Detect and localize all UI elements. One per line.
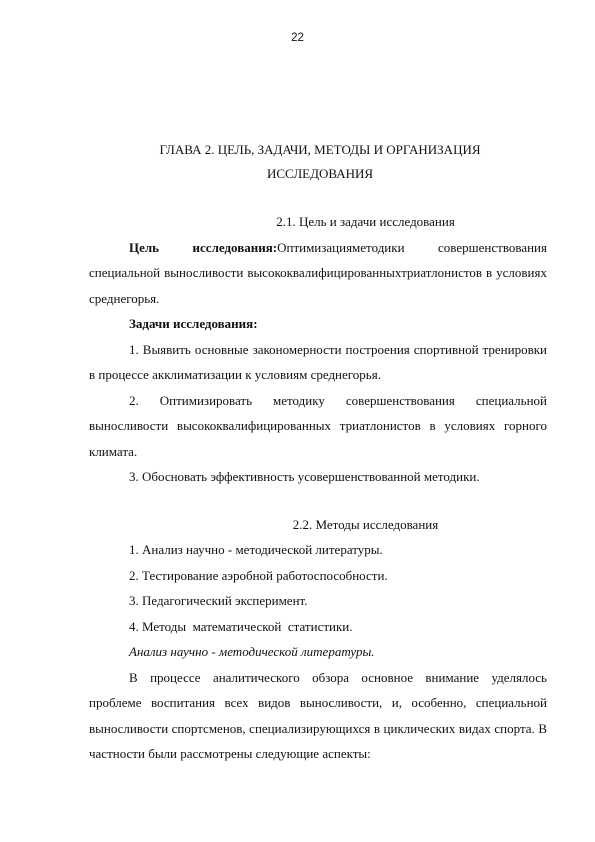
task-item-1: 1. Выявить основные закономерности построения спортивной тренировки в процессе акклиматизации к условиям среднегорья.: [89, 341, 547, 382]
method-item-2: 2. Тестирование аэробной работоспособности.: [129, 567, 388, 583]
spacer: [89, 490, 547, 512]
section-1-title: 2.1. Цель и задачи исследования: [276, 214, 455, 229]
chapter-title-line1: ГЛАВА 2. ЦЕЛЬ, ЗАДАЧИ, МЕТОДЫ И ОРГАНИЗАЦИЯ: [159, 142, 481, 157]
method-item-3: 3. Педагогический эксперимент.: [129, 593, 308, 608]
task-item-2: 2. Оптимизировать методику совершенствования специальной выносливости высококвалифицированных триатлонистов в условиях горного климата.: [89, 392, 547, 459]
document-body: [89, 209, 547, 767]
goal-label: Цель исследования:: [129, 239, 278, 255]
task-item-3: 3. Обосновать эффективность усовершенствованной методики.: [129, 469, 480, 484]
chapter-title: [80, 138, 560, 186]
tasks-label: Задачи исследования:: [129, 316, 258, 331]
chapter-title-line2: ИССЛЕДОВАНИЯ: [266, 166, 374, 181]
review-paragraph: В процессе аналитического обзора основное внимание уделялось проблеме воспитания всех видов выносливости, и, особенно, специальной выносливости спортсменов, специализирующихся в циклических видах спорта. В частности были рассмотрены следующие аспекты:: [89, 669, 547, 761]
goal-paragraph: [89, 235, 547, 312]
goal-text: Оптимизацияметодики совершенствования специальной выносливости высококвалифицированныхтриатлонистов в условиях среднегорья.: [89, 239, 547, 306]
literature-subheading-text: Анализ научно - методической литературы.: [129, 644, 375, 659]
literature-subheading: [89, 639, 547, 665]
page-number: 22: [291, 32, 304, 44]
section-2-title: 2.2. Методы исследования: [292, 516, 439, 532]
tasks-label-line: [89, 311, 547, 337]
method-item-1: 1. Анализ научно - методической литературы.: [129, 542, 383, 557]
method-item-4: 4. Методы математической статистики.: [129, 618, 353, 634]
